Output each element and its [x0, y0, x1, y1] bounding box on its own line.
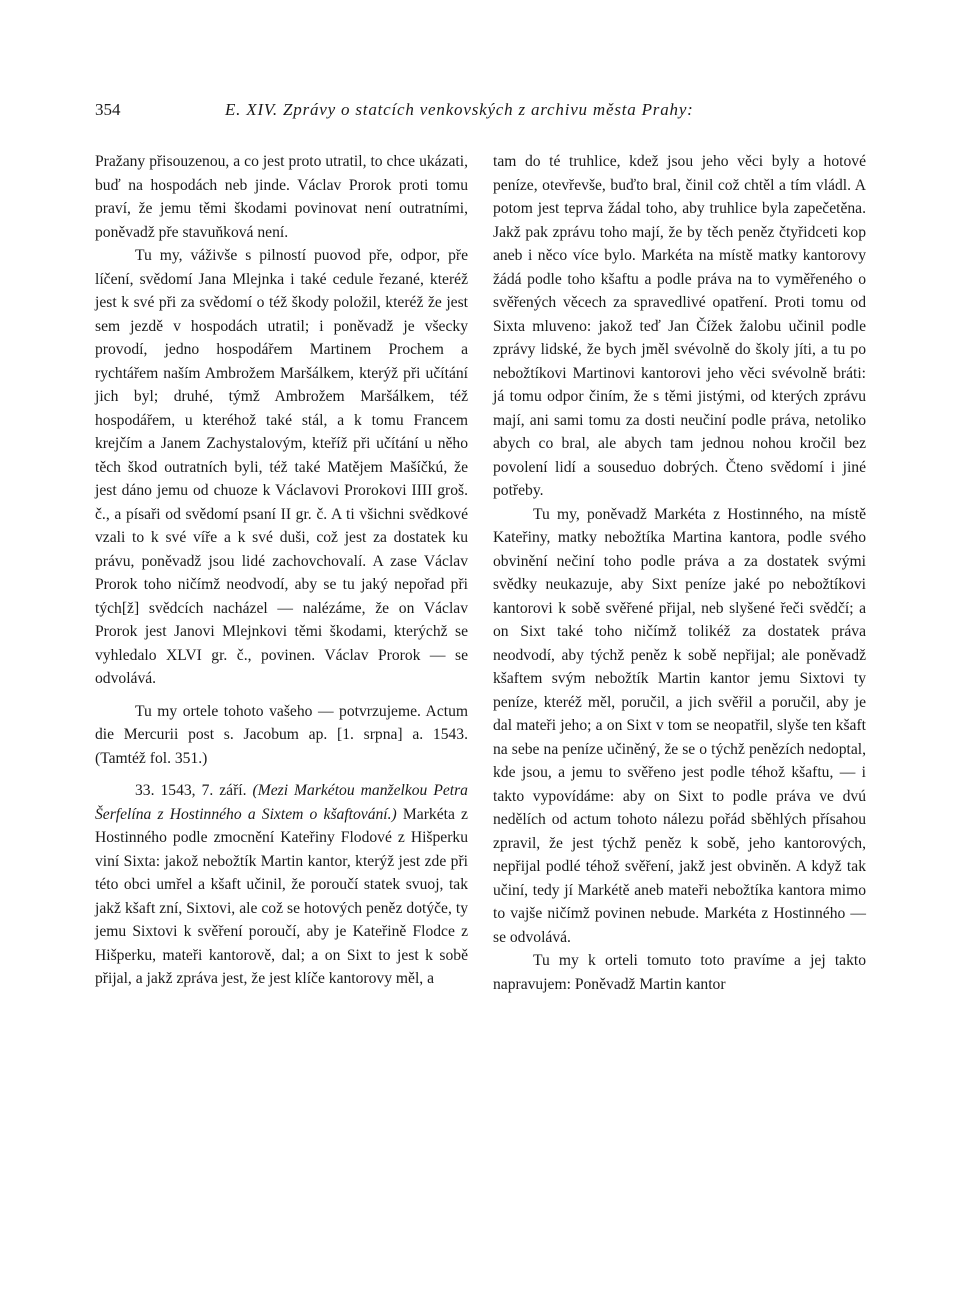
- left-column: [95, 150, 468, 991]
- left-paragraph-2: Tu my, váživše s pilností puovod pře, odpor, pře líčení, svědomí Jana Mlejnka i také cedule řezané, kteréž jest k své při za svědomí o též škody položil, kteréž že jest sem jezdě v hospodách utratil; i poněvadž je všecky provodí, jedno hospodářem Martinem Prochem a rychtářem naším Ambrožem Maršálkem, kterýž při učítání jich byl; druhé, týmž Ambrožem Maršálkem, též hospodářem, u kteréhož také stál, a k tomu Francem krejčím a Janem Zachystalovým, kteříž při učítání u něho těch škod outratních byli, též také Matějem Mašíčkú, že jest dáno jemu od chuoze k Václavovi Prorokovi IIII groš. č., a písaři od svědomí psaní II gr. č. A ti všichni svědkové vzali to k své víře a k své duši, což jest za dostatek ku právu, poněvadž jsou lidé zachovchovalí. A zase Václav Prorok toho ničímž neodvodí, aby se tu jaký nepořad při tých[ž] svědcích nacházel — nalézáme, že on Václav Prorok jest Janovi Mlejnkovi těmi škodami, kterýchž se vyhledalo XLVI gr. č., povinen. Václav Prorok — se odvolává.: [95, 247, 468, 687]
- left-paragraph-1: Pražany přisouzenou, a co jest proto utratil, to chce ukázati, buď na hospodách neb jinde. Václav Prorok proti tomu praví, že jemu těmi škodami povinovat není outratními, poněvadž pře stavuňková není.: [95, 153, 468, 241]
- left-paragraph-3: Tu my ortele tohoto vašeho — potvrzujeme. Actum die Mercurii post s. Jacobum ap. [1. srpna] a. 1543. (Tamtéž fol. 351.): [95, 702, 468, 767]
- running-header: [95, 100, 875, 124]
- document-number-date: 33. 1543, 7. září.: [135, 782, 247, 799]
- document-body: Markéta z Hostinného podle zmocnění Kateřiny Flodové z Hišperku viní Sixta: jakož nebožtík Martin kantor, kterýž jest zde při této obci umřel a kšaft učinil, že poroučí statek svuoj, tak jakž kšaft zní, Sixtovi, ale což se hotových peněz dotýče, ty jemu Sixtovi k svěření poroučí, aby je Kateřině Flodce z Hišperku, mateři kantorově, dal; a on Sixt to jest k sobě přijal, a jakž zpráva jest, že jest klíče kantorovy měl, a: [95, 805, 468, 987]
- running-title: E. XIV. Zprávy o statcích venkovských z archivu města Prahy:: [225, 100, 694, 119]
- page-number: 354: [95, 100, 121, 119]
- left-paragraph-4: [95, 779, 468, 991]
- document-summary: (Mezi Markétou manželkou Petra Šerfelína z Hostinného a Sixtem o kšaftování.): [95, 782, 468, 823]
- right-paragraph-3: Tu my k orteli tomuto toto pravíme a jej takto napravujem: Poněvadž Martin kantor: [493, 952, 866, 993]
- right-paragraph-2: Tu my, poněvadž Markéta z Hostinného, na místě Kateřiny, matky nebožtíka Martina kantora, podle svého obvinění nečiní toho podle práva a za dostatek svými svědky neukazuje, aby Sixt peníze jaké po nebožtíkovi kantorovi k sobě svěřené přijal, neb slyšené řeči svědčí; a on Sixt také toho ničímž tolikéž za dostatek práva neodvodí, aby týchž peněz k sobě nepřijal; ale poněvadž kšaftem svým nebožtík Martin kantor jemu Sixtovi ty peníze, kteréž měl, poručil, a jich svěřil a poručil, aby je dal mateři jeho; a on Sixt v tom se neopatřil, slyše ten kšaft na sebe na peníze učiněný, že se o týchž penězích nedoptal, kde jsou, a jemu to svěřeno jest podle téhož kšaftu, — i takto vypovídáme: aby on Sixt to podle práva ve dvú nedělích od actum tohoto nálezu pořád sběhlých přísahou zpravil, že jest týchž peněz k sobě, jeho kantorových, nepřijal podlé téhož svěření, jakž jest obviněn. A když tak učiní, tedy jí Markétě aneb mateři nebožtíka kantora mimo to vajše ničímž povinen nebude. Markéta z Hostinného — se odvolává.: [493, 505, 866, 946]
- right-paragraph-1: tam do té truhlice, kdež jsou jeho věci byly a hotové peníze, otevřevše, buďto bral, činil což chtěl a tím vládl. A potom jest teprva žádal toho, aby truhlice byla zapečetěna. Jakž pak zprávu toho mají, že by těch peněz čtyřidceti kop aneb i něco více bylo. Markéta na místě matky kantorovy žádá podle toho kšaftu a podle práva na to vyměřeného o svěřených věcech za spravedlivé opatření. Proti tomu od Sixta mluveno: jakož teď Jan Čížek žalobu učinil podle zprávy lidské, že bych jměl svévolně do školy jíti, a tu po nebožtíkovi Martinovi kantorovi jeho věci svévolně bráti: já tomu odpor činím, že s těmi jistými, od kterých zprávu mají, ani sami tomu za dosti neučiní podle práva, netoliko abych co bral, ale abych tam jednou nohou kročil bez povolení lidí a souseduo dobrých. Čteno svědomí i jiné potřeby.: [493, 153, 866, 499]
- right-column: [493, 150, 866, 996]
